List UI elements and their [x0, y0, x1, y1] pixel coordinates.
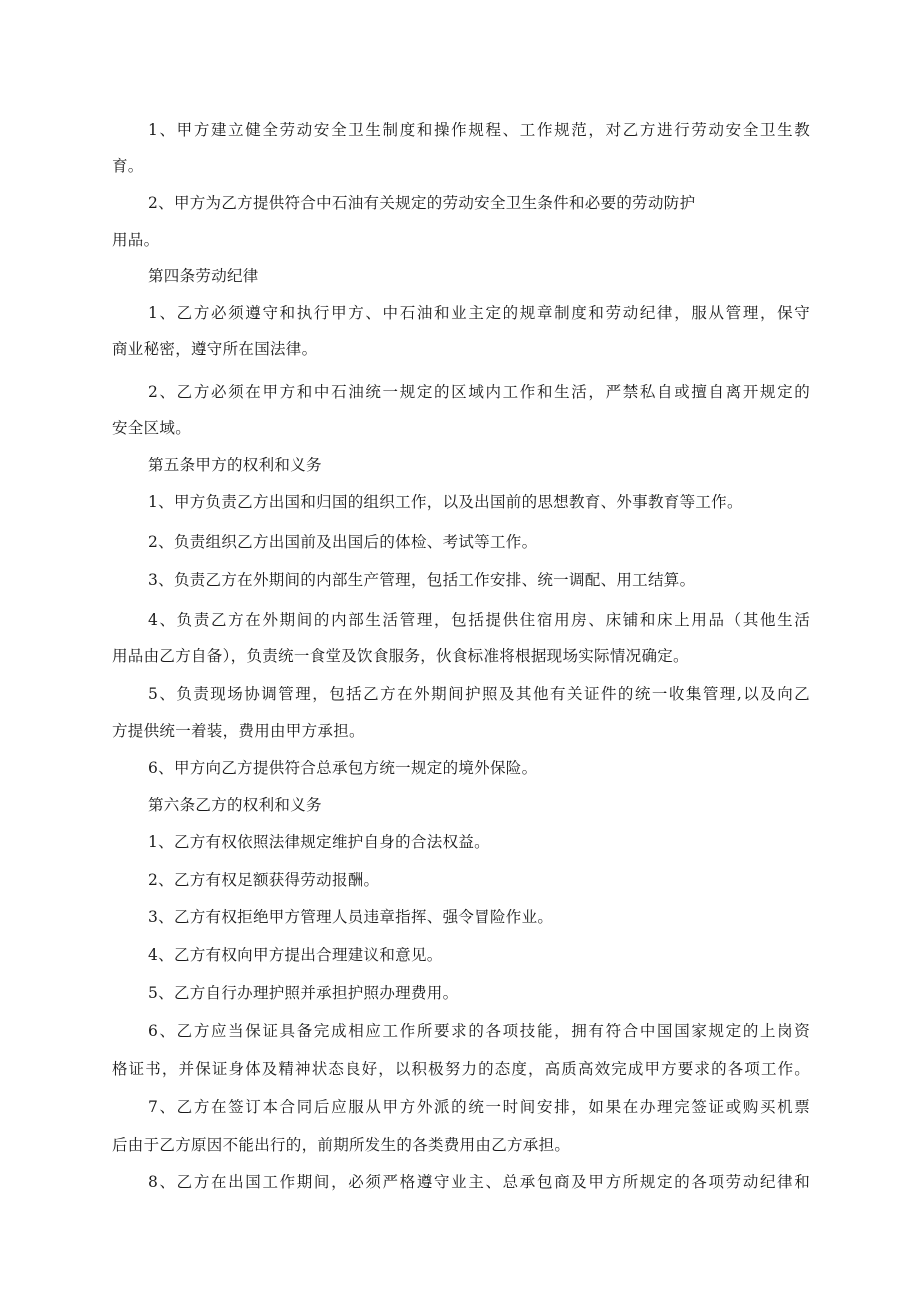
text-line: 6 、 乙 方 应 当 保 证 具 备 完 成 相 应 工 作 所 要 求 的 各 项 技 能 ， 拥 有 符 合 中 国 国 家 规 定 的 上 岗 资 [148, 1022, 810, 1040]
text-line: 商业秘密，遵守所在国法律。 [112, 340, 318, 358]
text-line: 5 、 负 责 现 场 协 调 管 理 ， 包 括 乙 方 在 外 期 间 护 照 及 其 他 有 关 证 件 的 统 一 收 集 管 理 , 以 及 向 乙 [148, 685, 810, 703]
text-line: 育。 [112, 157, 144, 175]
text-line: 1 、 甲 方 建 立 健 全 劳 动 安 全 卫 生 制 度 和 操 作 规 程 、 工 作 规 范 ， 对 乙 方 进 行 劳 动 安 全 卫 生 教 [148, 121, 810, 139]
text-line: 2、负责组织乙方出国前及出国后的体检、考试等工作。 [148, 533, 538, 551]
section-heading: 第五条甲方的权利和义务 [148, 456, 322, 474]
text-line: 格 证 书 ， 并 保 证 身 体 及 精 神 状 态 良 好 ， 以 积 极 努 力 的 态 度 ， 高 质 高 效 完 成 甲 方 要 求 的 各 项 工 作 。 [112, 1060, 810, 1078]
text-line: 3、乙方有权拒绝甲方管理人员违章指挥、强令冒险作业。 [148, 908, 554, 926]
text-line: 方提供统一着装，费用由甲方承担。 [112, 722, 365, 740]
section-heading: 第六条乙方的权利和义务 [148, 796, 322, 814]
text-line: 7 、 乙 方 在 签 订 本 合 同 后 应 服 从 甲 方 外 派 的 统 一 时 间 安 排 ， 如 果 在 办 理 完 签 证 或 购 买 机 票 [148, 1098, 810, 1116]
text-line: 用品。 [112, 231, 160, 249]
text-line: 1、乙方有权依照法律规定维护自身的合法权益。 [148, 833, 490, 851]
text-line: 安全区域。 [112, 419, 192, 437]
text-line: 用品由乙方自备），负责统一食堂及饮食服务，伙食标准将根据现场实际情况确定。 [112, 647, 689, 665]
text-line: 4 、 负 责 乙 方 在 外 期 间 的 内 部 生 活 管 理 ， 包 括 提 供 住 宿 用 房 、 床 铺 和 床 上 用 品 （ 其 他 生 活 [148, 611, 810, 629]
section-heading: 第四条劳动纪律 [148, 267, 259, 285]
text-line: 6、甲方向乙方提供符合总承包方统一规定的境外保险。 [148, 759, 538, 777]
text-line: 8 、 乙 方 在 出 国 工 作 期 间 ， 必 须 严 格 遵 守 业 主 、 总 承 包 商 及 甲 方 所 规 定 的 各 项 劳 动 纪 律 和 [148, 1173, 810, 1191]
text-line: 3、负责乙方在外期间的内部生产管理，包括工作安排、统一调配、用工结算。 [148, 571, 696, 589]
text-line: 2、乙方有权足额获得劳动报酬。 [148, 871, 380, 889]
text-line: 2 、 乙 方 必 须 在 甲 方 和 中 石 油 统 一 规 定 的 区 域 内 工 作 和 生 活 ， 严 禁 私 自 或 擅 自 离 开 规 定 的 [148, 383, 810, 401]
text-line: 1、甲方负责乙方出国和归国的组织工作，以及出国前的思想教育、外事教育等工作。 [148, 493, 743, 511]
text-line: 4、乙方有权向甲方提出合理建议和意见。 [148, 946, 443, 964]
text-line: 2、甲方为乙方提供符合中石油有关规定的劳动安全卫生条件和必要的劳动防护 [148, 194, 696, 212]
text-line: 5、乙方自行办理护照并承担护照办理费用。 [148, 984, 459, 1002]
text-line: 1 、 乙 方 必 须 遵 守 和 执 行 甲 方 、 中 石 油 和 业 主 定 的 规 章 制 度 和 劳 动 纪 律 ， 服 从 管 理 ， 保 守 [148, 304, 810, 322]
text-line: 后由于乙方原因不能出行的，前期所发生的各类费用由乙方承担。 [112, 1136, 571, 1154]
